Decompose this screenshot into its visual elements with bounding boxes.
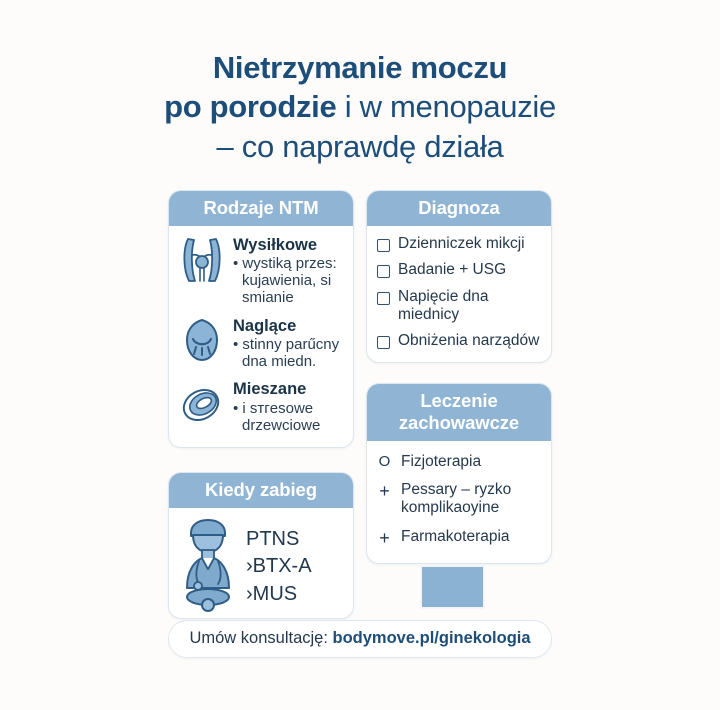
diagnosis-item-label: Obniżenia narządów [398,332,540,350]
card-treatment-heading-line2: zachowawcze [398,411,520,433]
card-treatment [366,383,552,564]
diagnosis-item-label: Napięcie dna miednicy [398,288,489,323]
type-item-name: Mieszane [233,380,307,399]
card-treatment-heading [367,384,551,441]
title-line-3 [0,127,720,166]
procedure-item: PTNS [246,527,300,550]
treatment-item-label: Fizjoterapia [401,452,482,470]
bladder-drip-icon [179,316,225,366]
diagnosis-item[interactable] [377,235,541,253]
pelvis-bladder-icon [179,235,225,285]
card-procedure-heading: Kiedy zabieg [169,473,353,508]
type-item [179,316,343,371]
checkbox-icon[interactable] [377,265,390,278]
title-line-1-text: Nietrzymanie moczu [212,50,508,85]
color-swatch [420,565,485,609]
title-line-2-regular: i w menopauzie [336,89,556,125]
procedure-list [246,516,343,609]
type-item [179,379,343,434]
card-procedure [168,472,354,619]
left-column [168,190,354,633]
diagnosis-item[interactable] [377,261,541,279]
page-title [0,48,720,166]
card-types [168,190,354,448]
diagnosis-item-label: Dzienniczek mikcji [398,234,525,252]
checkbox-icon[interactable] [377,239,390,252]
cta-banner[interactable] [168,620,552,658]
treatment-item [377,453,541,471]
doctor-icon [177,516,239,612]
card-types-body [169,226,353,447]
type-item-desc: • i sтгesowe drzewciowe [233,399,321,434]
procedure-item: ›BTX-A [246,555,312,578]
card-diagnosis-heading: Diagnoza [367,191,551,226]
treatment-item [377,481,541,516]
right-column [366,190,552,578]
type-item-text [233,379,343,434]
type-item-desc: • stinny parűcny dna miedn. [233,336,340,371]
diagnosis-item[interactable] [377,288,541,323]
type-item-name: Wysiłkowe [233,235,318,254]
checkbox-icon[interactable] [377,336,390,349]
title-line-2-bold: po porodzie [164,89,337,125]
title-line-3-text: – co naprawdę działa [216,128,504,164]
treatment-item-label: Farmakoterapia [401,527,510,545]
type-item-name: Naglące [233,316,297,335]
card-diagnosis [366,190,552,363]
card-treatment-heading-line1: Leczenie [420,390,498,412]
treatment-item-label: Pessary – ryzko komplikaoyine [401,481,512,517]
title-line-2 [0,87,720,126]
treatment-item [377,528,541,547]
cta-prefix: Umów konsultację: [189,629,333,647]
checkbox-icon[interactable] [377,292,390,305]
procedure-item: ›MUS [246,582,298,605]
card-types-heading: Rodzaje NTM [169,191,353,226]
ring-marker-icon: O [378,452,391,470]
diagnosis-item[interactable] [377,332,541,350]
card-diagnosis-body [367,226,551,362]
card-treatment-body [367,441,551,563]
title-line-1 [0,48,720,87]
type-item [179,235,343,307]
cta-url[interactable]: bodymove.pl/ginekologia [332,629,531,647]
plus-marker-icon: + [379,527,390,548]
type-item-text [233,235,343,307]
oval-ring-icon [179,379,225,429]
diagnosis-item-label: Badanie + USG [398,261,507,279]
plus-marker-icon: + [379,481,390,502]
type-item-desc: • wystiką przes: kujawienia, si smianie [233,255,337,307]
card-procedure-body [169,508,353,618]
type-item-text [233,316,343,371]
